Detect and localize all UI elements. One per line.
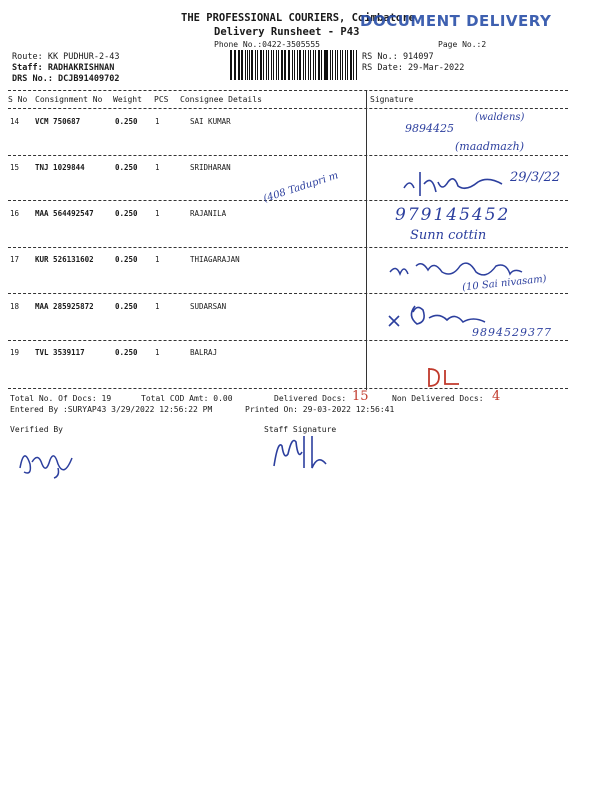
row-pcs: 1 (155, 255, 160, 264)
handwritten-name-16: Sunn cottin (410, 228, 487, 243)
handwritten-note-17: (10 Sai nivasam) (461, 273, 548, 294)
barcode-bar (318, 50, 320, 80)
barcode-bar (350, 50, 352, 80)
handwritten-date-15: 29/3/22 (510, 170, 561, 185)
row-pcs: 1 (155, 348, 160, 357)
row-pcs: 1 (155, 209, 160, 218)
row-consignment: TNJ 1029844 (35, 163, 85, 172)
handwritten-phone-18: 9894529377 (472, 326, 552, 339)
signature-row-15 (400, 168, 510, 200)
table-header-rule (8, 108, 568, 109)
barcode-bar (230, 50, 232, 80)
phone-number: Phone No.:0422-3505555 (214, 40, 320, 49)
printed-on: Printed On: 29-03-2022 12:56:41 (245, 405, 395, 414)
barcode-bar (325, 50, 327, 80)
barcode-bar (308, 50, 310, 80)
barcode-bar (288, 50, 289, 80)
row-sno: 17 (10, 255, 20, 264)
barcode-bar (292, 50, 293, 80)
initials-row-19 (425, 364, 465, 390)
row-divider (8, 340, 568, 341)
row-consignment: MAA 285925872 (35, 302, 94, 311)
row-pcs: 1 (155, 163, 160, 172)
row-pcs: 1 (155, 302, 160, 311)
staff-signature-label: Staff Signature (264, 425, 337, 434)
handwritten-phone-16: 979145452 (395, 205, 511, 225)
barcode-bar (245, 50, 246, 80)
barcode-bar (345, 50, 346, 80)
col-consignee: Consignee Details (180, 95, 262, 104)
barcode-bar (247, 50, 248, 80)
handwritten-note-14a: (waldens) (475, 112, 525, 123)
company-name: THE PROFESSIONAL COURIERS, Coimbatore (181, 12, 415, 24)
row-consignee: RAJANILA (190, 209, 227, 218)
barcode-bar (303, 50, 304, 80)
row-consignment: TVL 3539117 (35, 348, 85, 357)
barcode-bar (289, 50, 290, 80)
barcode-bar (255, 50, 257, 80)
row-consignee: SAI KUMAR (190, 117, 231, 126)
row-divider (8, 200, 568, 201)
barcode-bar (266, 50, 267, 80)
row-divider (8, 155, 568, 156)
row-weight: 0.250 (115, 209, 138, 218)
barcode-bar (278, 50, 279, 80)
barcode-bar (297, 50, 298, 80)
row-sno: 15 (10, 163, 20, 172)
barcode-bar (234, 50, 235, 80)
barcode-bar (315, 50, 317, 80)
table-top-rule (8, 90, 568, 91)
barcode-bar (257, 50, 258, 80)
col-consignment: Consignment No (35, 95, 103, 104)
runsheet-title: Delivery Runsheet - P43 (214, 26, 360, 38)
barcode-bar (332, 50, 334, 80)
barcode-bar (281, 50, 283, 80)
row-sno: 16 (10, 209, 20, 218)
signature-column-divider (366, 90, 367, 390)
handwritten-phone-14: 9894425 (405, 122, 454, 135)
row-consignee: THIAGARAJAN (190, 255, 240, 264)
row-consignee: BALRAJ (190, 348, 218, 357)
barcode-bar (284, 50, 286, 80)
document-delivery-stamp: DOCUMENT DELIVERY (360, 12, 552, 30)
row-sno: 19 (10, 348, 20, 357)
barcode-bar (235, 50, 236, 80)
rs-number: RS No.: 914097 (362, 52, 434, 62)
route: Route: KK PUDHUR-2-43 (12, 52, 120, 62)
barcode-bar (335, 50, 336, 80)
row-divider (8, 293, 568, 294)
barcode-bar (305, 50, 306, 80)
barcode-bar (330, 50, 331, 80)
table-bottom-rule (8, 388, 568, 389)
barcode-bar (294, 50, 296, 80)
barcode-bar (238, 50, 240, 80)
barcode-image (230, 50, 358, 80)
col-weight: Weight (113, 95, 142, 104)
barcode-bar (271, 50, 272, 80)
barcode-bar (337, 50, 338, 80)
barcode-bar (276, 50, 278, 80)
col-pcs: PCS (154, 95, 169, 104)
row-divider (8, 247, 568, 248)
row-consignee: SRIDHARAN (190, 163, 231, 172)
col-sno: S No (8, 95, 28, 104)
handwritten-note-15: (408 Tadupri m (262, 170, 340, 205)
row-weight: 0.250 (115, 348, 138, 357)
barcode-bar (268, 50, 270, 80)
handwritten-note-14b: (maadmazh) (455, 140, 525, 153)
row-weight: 0.250 (115, 163, 138, 172)
page-number: Page No.:2 (438, 40, 487, 49)
barcode-bar (241, 50, 243, 80)
barcode-bar (299, 50, 301, 80)
total-docs: Total No. Of Docs: 19 (10, 394, 112, 403)
barcode-bar (249, 50, 250, 80)
rs-date: RS Date: 29-Mar-2022 (362, 63, 465, 73)
barcode-bar (310, 50, 311, 80)
barcode-bar (347, 50, 349, 80)
row-consignment: MAA 564492547 (35, 209, 94, 218)
total-cod: Total COD Amt: 0.00 (141, 394, 233, 403)
row-consignment: KUR 526131602 (35, 255, 94, 264)
non-delivered-count: 4 (492, 389, 501, 404)
row-weight: 0.250 (115, 302, 138, 311)
barcode-bar (321, 50, 322, 80)
barcode-bar (260, 50, 262, 80)
barcode-bar (251, 50, 253, 80)
col-signature: Signature (370, 95, 414, 104)
barcode-bar (356, 50, 357, 80)
barcode-bar (342, 50, 343, 80)
row-weight: 0.250 (115, 117, 138, 126)
drs-number: DRS No.: DCJB91409702 (12, 74, 120, 84)
row-pcs: 1 (155, 117, 160, 126)
barcode-bar (353, 50, 354, 80)
verifier-signature (14, 438, 84, 482)
staff-signature (268, 432, 338, 472)
barcode-bar (313, 50, 314, 80)
barcode-bar (273, 50, 274, 80)
verified-by-label: Verified By (10, 425, 63, 434)
barcode-bar (324, 50, 325, 80)
delivered-docs-label: Delivered Docs: (274, 394, 347, 403)
staff-name: Staff: RADHAKRISHNAN (12, 63, 115, 73)
barcode-bar (263, 50, 264, 80)
delivered-count: 15 (352, 389, 369, 404)
barcode-bar (340, 50, 342, 80)
row-weight: 0.250 (115, 255, 138, 264)
row-sno: 14 (10, 117, 20, 126)
row-consignment: VCM 750687 (35, 117, 81, 126)
row-sno: 18 (10, 302, 20, 311)
entered-by: Entered By :SURYAP43 3/29/2022 12:56:22 PM (10, 405, 213, 414)
row-consignee: SUDARSAN (190, 302, 227, 311)
non-delivered-docs-label: Non Delivered Docs: (392, 394, 484, 403)
